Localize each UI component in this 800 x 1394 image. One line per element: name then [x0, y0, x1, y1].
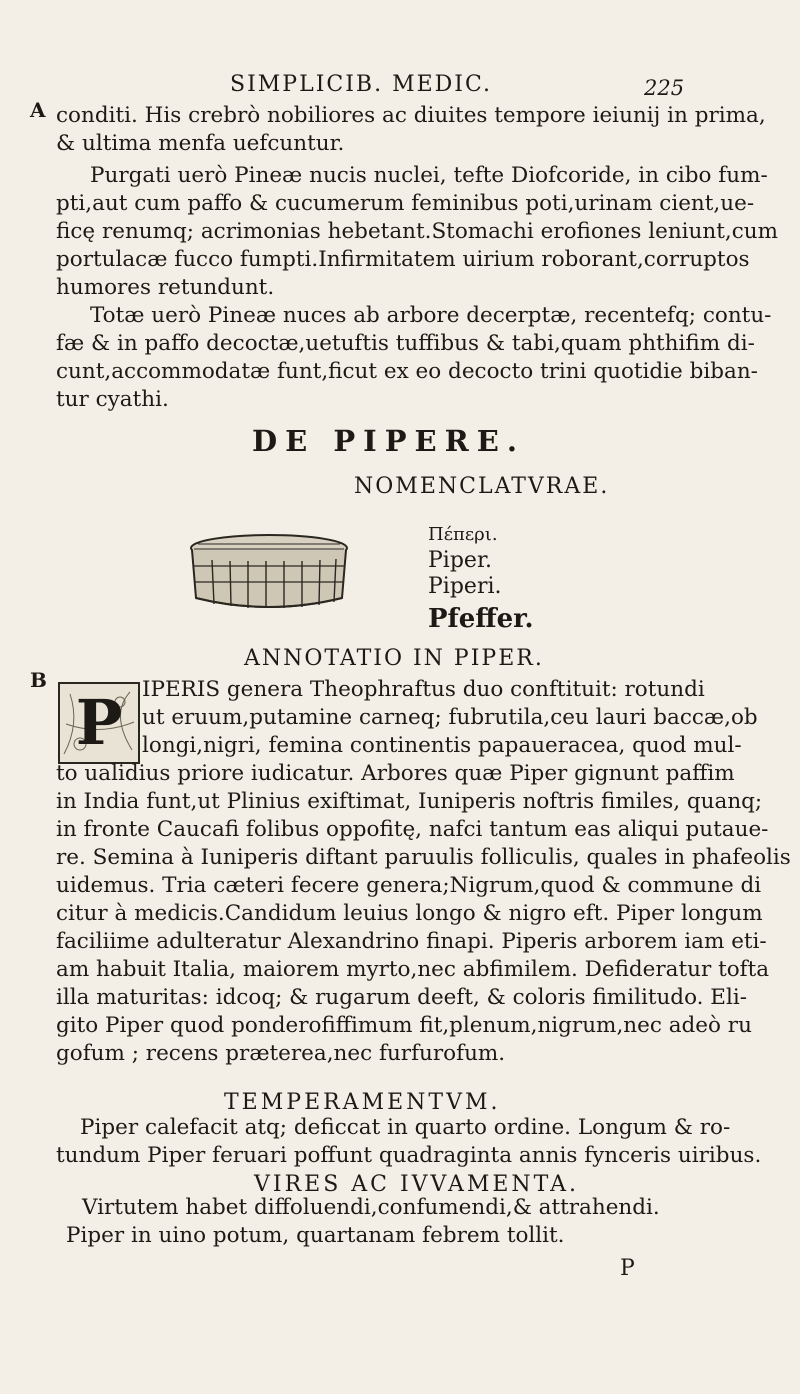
text-line: humores retundunt.	[56, 275, 275, 300]
text-line: longi,nigri, femina continentis papaueracea, quod mul-	[142, 733, 742, 758]
paragraph-purgati	[56, 162, 778, 302]
text-line: gito Piper quod ponderofiffimum fit,plenum,nigrum,nec adeò ru	[56, 1013, 752, 1038]
annotation-heading: ANNOTATIO IN PIPER.	[244, 646, 544, 671]
latin-name: Piper.	[428, 548, 493, 573]
text-line: citur à medicis.Candidum leuius longo & nigro eft. Piper longum	[56, 901, 763, 926]
text-line: uidemus. Tria cæteri fecere genera;Nigrum,quod & commune di	[56, 873, 762, 898]
text-line: in India funt,ut Plinius exiftimat, Iuniperis noftris fimiles, quanq;	[56, 789, 763, 814]
text-line: ut eruum,putamine carneq; fubrutila,ceu lauri baccæ,ob	[142, 705, 758, 730]
text-line: IPERIS genera Theophraftus duo conftituit: rotundi	[142, 677, 705, 702]
text-line: gofum ; recens præterea,nec furfurofum.	[56, 1041, 506, 1066]
text-line: re. Semina à Iuniperis diftant paruulis folliculis, quales in phafeolis	[56, 845, 791, 870]
text-line: portulacæ fucco fumpti.Infirmitatem uirium roborant,corruptos	[56, 247, 750, 272]
nomenclature-list	[428, 522, 534, 632]
text-line: in fronte Caucafi folibus oppofitę, nafci tantum eas aliqui putaue-	[56, 817, 769, 842]
text-line: tur cyathi.	[56, 387, 169, 412]
catchword: P	[620, 1256, 635, 1281]
temperamentum-heading: TEMPERAMENTVM.	[224, 1090, 501, 1115]
paragraph-annotation	[56, 676, 791, 1068]
text-line: am habuit Italia, maiorem myrto,nec abfimilem. Defideratur tofta	[56, 957, 770, 982]
nomenclature-heading: NOMENCLATVRAE.	[354, 474, 610, 499]
text-line: cunt,accommodatæ funt,ficut ex eo decocto trini quotidie biban-	[56, 359, 758, 384]
text-line: ficę renumq; acrimonias hebetant.Stomachi erofiones leniunt,cum	[56, 219, 779, 244]
text-line: fæ & in paffo decoctæ,uetuftis tuffibus & tabi,quam phthifim di-	[56, 331, 755, 356]
text-line: faciliime adulteratur Alexandrino finapi. Piperis arborem iam eti-	[56, 929, 767, 954]
page-number: 225	[644, 76, 685, 100]
margin-letter-a: A	[30, 98, 46, 122]
running-title: SIMPLICIB. MEDIC.	[230, 72, 493, 97]
paragraph-totae	[56, 302, 771, 414]
text-line: Piper in uino potum, quartanam febrem tollit.	[66, 1223, 565, 1248]
text-line: Piper calefacit atq; deficcat in quarto ordine. Longum & ro-	[80, 1115, 731, 1140]
pepper-basket-illustration	[186, 532, 352, 612]
paragraph-temperamentum	[56, 1114, 761, 1170]
text-line: Purgati uerò Pineæ nucis nuclei, tefte Diofcoride, in cibo fum-	[90, 163, 768, 188]
section-title: DE PIPERE.	[252, 424, 525, 458]
text-line: to ualidius priore iudicatur. Arbores quæ Piper gignunt paffim	[56, 761, 735, 786]
text-line: illa maturitas: idcoq; & rugarum deeft, & coloris fimilitudo. Eli-	[56, 985, 748, 1010]
paragraph-conditi	[56, 102, 766, 158]
german-name: Pfeffer.	[428, 604, 534, 634]
text-line: conditi. His crebrò nobiliores ac diuites tempore ieiunij in prima,	[56, 103, 766, 128]
text-line: tundum Piper feruari poffunt quadraginta annis fynceris uiribus.	[56, 1143, 762, 1168]
text-line: & ultima menfa uefcuntur.	[56, 131, 345, 156]
text-line: Virtutem habet diffoluendi,confumendi,& attrahendi.	[82, 1195, 660, 1220]
vires-heading: VIRES AC IVVAMENTA.	[254, 1172, 580, 1197]
text-line: pti,aut cum paffo & cucumerum feminibus poti,urinam cient,ue-	[56, 191, 755, 216]
greek-name: Πέπερι.	[428, 524, 498, 545]
text-line: Totæ uerò Pineæ nuces ab arbore decerptæ, recentefq; contu-	[90, 303, 772, 328]
initial-letter: P	[75, 686, 123, 759]
paragraph-vires	[56, 1194, 660, 1250]
margin-letter-b: B	[30, 668, 47, 692]
latin-name-alt: Piperi.	[428, 574, 502, 599]
